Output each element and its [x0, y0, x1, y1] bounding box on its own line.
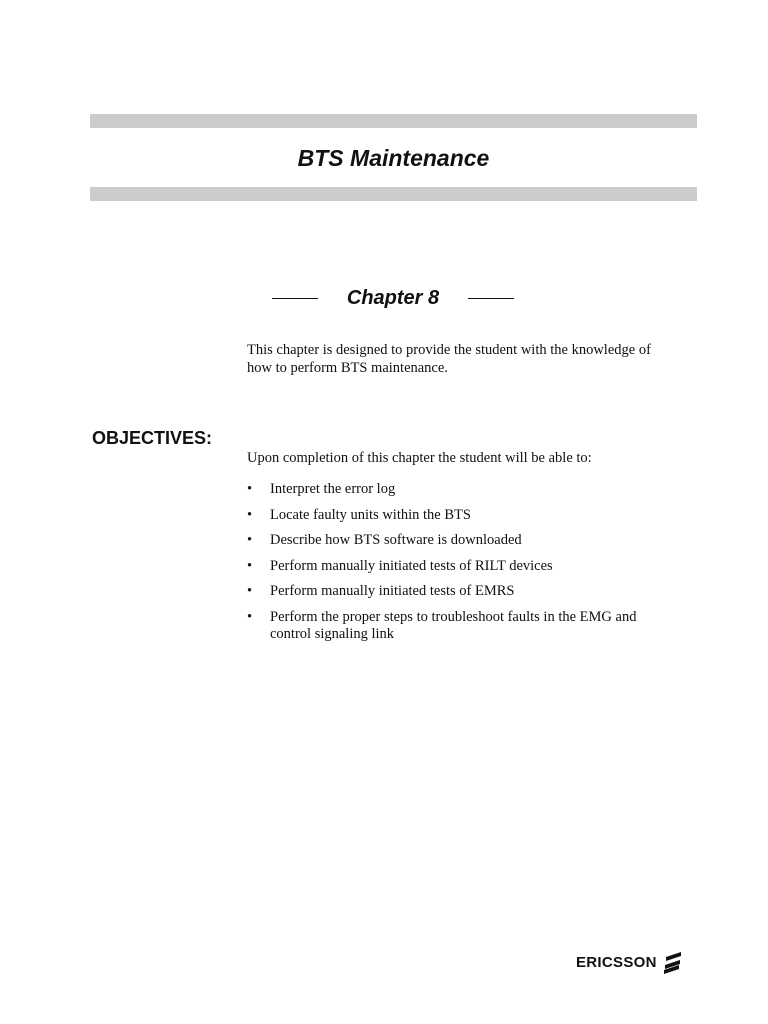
ericsson-logo-icon	[663, 951, 683, 975]
objective-item	[247, 609, 667, 644]
ericsson-logo	[576, 950, 683, 976]
objective-text: Perform manually initiated tests of RILT devices	[270, 557, 553, 574]
objective-text: Perform manually initiated tests of EMRS	[270, 583, 515, 599]
objectives-list	[247, 481, 667, 652]
chapter-intro: This chapter is designed to provide the student with the knowledge of how to perform BTS maintenance.	[247, 342, 651, 376]
chapter-rule-left	[272, 298, 318, 299]
objective-text: Perform the proper steps to troubleshoot faults in the EMG and control signaling link	[270, 608, 637, 642]
bullet-icon: •	[247, 481, 253, 497]
objective-item	[247, 481, 667, 499]
bullet-icon: •	[247, 532, 253, 548]
objective-text: Describe how BTS software is downloaded	[270, 532, 522, 548]
bullet-icon: •	[247, 583, 253, 599]
bullet-icon: •	[247, 506, 253, 523]
chapter-label: Chapter 8	[346, 287, 440, 309]
bullet-icon: •	[247, 608, 253, 625]
chapter-rule-right	[468, 298, 514, 299]
objective-item	[247, 507, 667, 525]
logo-wordmark: ERICSSON	[576, 954, 657, 971]
bullet-icon: •	[247, 557, 253, 574]
objectives-lead: Upon completion of this chapter the student will be able to:	[247, 450, 592, 466]
objective-item	[247, 583, 667, 601]
title-band-top	[90, 114, 697, 128]
objectives-heading: OBJECTIVES:	[92, 428, 213, 448]
objective-item	[247, 558, 667, 576]
title-band-bottom	[90, 187, 697, 201]
objective-text: Interpret the error log	[270, 481, 396, 497]
chapter-heading	[272, 283, 514, 313]
objective-item	[247, 532, 667, 550]
document-title: BTS Maintenance	[297, 145, 490, 171]
objective-text: Locate faulty units within the BTS	[270, 506, 471, 523]
